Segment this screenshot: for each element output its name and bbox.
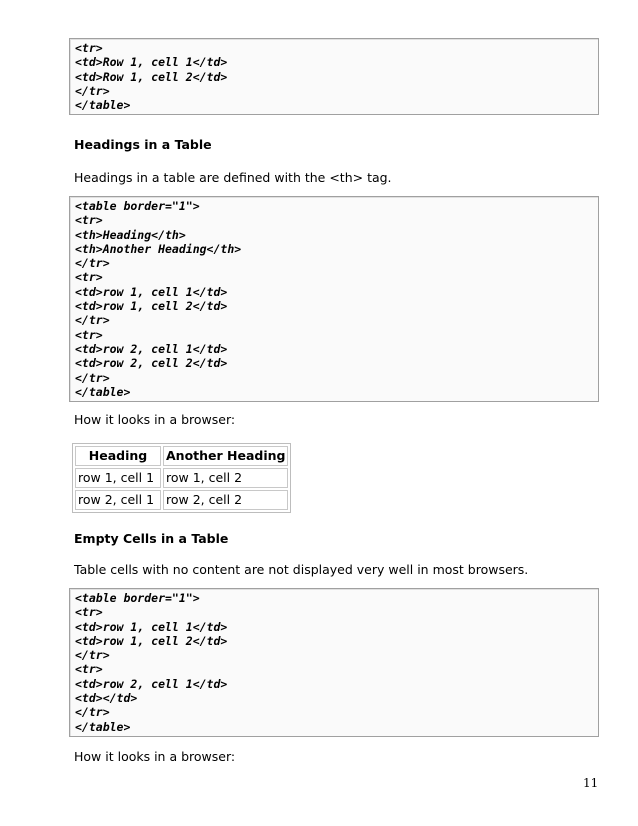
table-cell: row 2, cell 1 — [75, 490, 161, 510]
code-line: <tr> — [75, 662, 103, 677]
table-cell: row 1, cell 2 — [163, 468, 288, 488]
code-line: <td>Row 1, cell 2</td> — [75, 69, 228, 84]
code-line: </tr> — [75, 256, 110, 271]
code-line: <th>Heading</th> — [75, 227, 186, 242]
code-line: <td></td> — [75, 691, 138, 706]
code-line: <td>row 2, cell 1</td> — [75, 341, 228, 356]
code-line: </tr> — [75, 313, 110, 328]
section-heading-empty-cells: Empty Cells in a Table — [74, 531, 229, 546]
code-line: <td>row 2, cell 1</td> — [75, 676, 228, 691]
code-line: <tr> — [75, 327, 103, 342]
code-line: <tr> — [75, 41, 103, 55]
code-line: <table border="1"> — [75, 591, 200, 605]
code-block-1 — [69, 38, 599, 115]
code-line: <td>row 1, cell 1</td> — [75, 284, 228, 299]
code-block-3 — [69, 588, 599, 737]
code-line: </table> — [75, 98, 131, 113]
code-line: </tr> — [75, 705, 110, 720]
code-line: <td>Row 1, cell 1</td> — [75, 55, 228, 70]
code-line: <tr> — [75, 270, 103, 285]
code-line: <td>row 1, cell 2</td> — [75, 633, 228, 648]
browser-label: How it looks in a browser: — [74, 749, 236, 764]
code-line: </tr> — [75, 83, 110, 98]
page-number: 11 — [583, 776, 599, 790]
browser-label: How it looks in a browser: — [74, 412, 236, 427]
code-line: <tr> — [75, 213, 103, 228]
code-line: <tr> — [75, 605, 103, 620]
code-line: </tr> — [75, 370, 110, 385]
table-cell: row 1, cell 1 — [75, 468, 161, 488]
section-heading-headings: Headings in a Table — [74, 137, 212, 152]
code-line: <td>row 2, cell 2</td> — [75, 356, 228, 371]
table-cell: row 2, cell 2 — [163, 490, 288, 510]
code-line: <th>Another Heading</th> — [75, 241, 242, 256]
section-description-headings: Headings in a table are defined with the <th> tag. — [74, 170, 392, 185]
code-line: </table> — [75, 719, 131, 734]
table-header-row — [75, 446, 288, 466]
table-header-cell: Heading — [75, 446, 161, 466]
code-block-2 — [69, 196, 599, 402]
table-header-cell: Another Heading — [163, 446, 288, 466]
section-description-empty-cells: Table cells with no content are not displayed very well in most browsers. — [74, 562, 529, 577]
code-line: <td>row 1, cell 2</td> — [75, 299, 228, 314]
code-line: <td>row 1, cell 1</td> — [75, 619, 228, 634]
code-line: </tr> — [75, 648, 110, 663]
demo-table — [72, 443, 291, 513]
table-row — [75, 468, 288, 488]
code-line: <table border="1"> — [75, 199, 200, 213]
table-row — [75, 490, 288, 510]
code-line: </table> — [75, 384, 131, 399]
